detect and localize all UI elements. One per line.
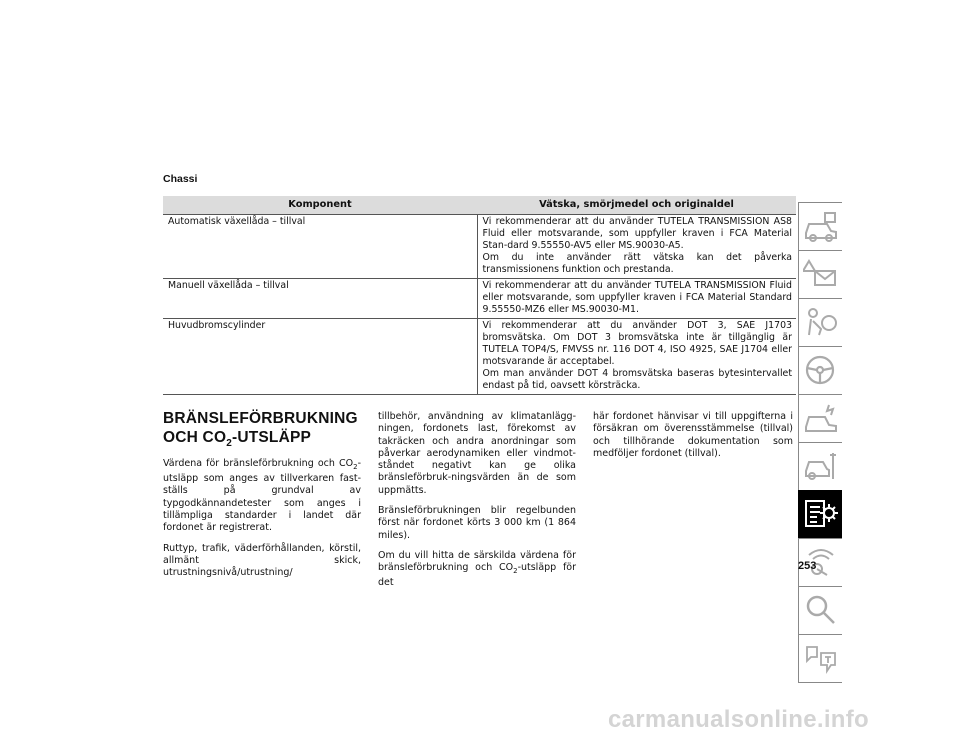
steering-wheel-icon — [803, 353, 839, 387]
spec-text: Om man använder DOT 4 bromsvätska baseras bytesintervallet endast på tid, oavsett körsträcka. — [482, 368, 792, 391]
paragraph: Värdena för bränsleförbrukning och $CO_2$-utsläpp som anges av tillverkaren fast-ställs på grundval av typgodkännandetester som anges i tillämpliga standarder i landet där fordonet är registrerat. — [163, 458, 361, 534]
spec-cell — [477, 279, 796, 319]
tab-car-service[interactable] — [798, 442, 842, 490]
tab-search[interactable] — [798, 586, 842, 634]
text-column-2 — [378, 411, 576, 598]
mail-warning-icon — [803, 257, 839, 291]
table-header-row — [163, 196, 796, 215]
tab-airbag[interactable] — [798, 298, 842, 346]
text-column-1 — [163, 458, 361, 588]
tab-steering[interactable] — [798, 346, 842, 394]
component-cell: Huvudbromscylinder — [163, 319, 477, 395]
tab-car-info[interactable] — [798, 202, 842, 250]
search-icon — [803, 593, 839, 627]
tab-language[interactable] — [798, 634, 842, 682]
paragraph: tillbehör, användning av klimatanlägg-ningen, fordonets last, förekomst av takräcken och andra anordningar som påverkar aerodynamiken eller vindmot-ståndet negativt kan ge olika bränsleförbruk-ningsvärden än de som uppmätts. — [378, 411, 576, 496]
crash-icon — [803, 401, 839, 435]
table-row — [163, 279, 796, 319]
text-column-3 — [593, 411, 793, 468]
page-number: 253 — [798, 560, 817, 572]
component-cell: Manuell växellåda – tillval — [163, 279, 477, 319]
spec-text: Vi rekommenderar att du använder DOT 3, SAE J1703 bromsvätska. Om DOT 3 bromsvätska inte är tillgänglig är TUTELA TOP4/S, FMVSS nr. 116 DOT 4, ISO 4925, SAE J1704 eller motsvarande är acceptabel. — [482, 320, 792, 367]
table-header: Vätska, smörjmedel och originaldel — [477, 196, 796, 215]
section-title: Chassi — [163, 173, 198, 185]
table-row — [163, 215, 796, 279]
tab-mail-warning[interactable] — [798, 250, 842, 298]
tab-specs[interactable] — [798, 490, 842, 538]
paragraph: Ruttyp, trafik, väderförhållanden, körstil, allmänt skick, utrustningsnivå/utrustning/ — [163, 542, 361, 579]
specs-gear-icon — [803, 497, 839, 531]
table-row — [163, 319, 796, 395]
paragraph: Om du vill hitta de särskilda värdena för bränsleförbrukning och $CO_2$-utsläpp för det — [378, 549, 577, 589]
car-wrench-icon — [803, 449, 839, 483]
tab-crash[interactable] — [798, 394, 842, 442]
paragraph: Bränsleförbrukningen blir regelbunden först när fordonet körts 3 000 km (1 864 miles). — [378, 505, 576, 541]
spec-cell — [477, 319, 796, 395]
section-heading — [163, 409, 368, 453]
chassi-table — [163, 196, 796, 395]
spec-text: Vi rekommenderar att du använder TUTELA TRANSMISSION Fluid eller motsvarande, som uppfyller kraven i FCA Material Standard 9.55550-MZ6 eller MS.90030-M1. — [482, 280, 792, 315]
car-info-icon — [803, 209, 839, 243]
heading-line2: OCH $CO_2$-UTSLÄPP — [163, 429, 312, 450]
component-cell: Automatisk växellåda – tillval — [163, 215, 477, 279]
table-header: Komponent — [163, 196, 477, 215]
language-icon — [803, 641, 839, 675]
spec-cell — [477, 215, 796, 279]
airbag-icon — [803, 305, 839, 339]
chapter-tabs — [798, 202, 842, 683]
heading-line1: BRÄNSLEFÖRBRUKNING — [163, 410, 358, 427]
paragraph: här fordonet hänvisar vi till uppgifterna i försäkran om överensstämmelse (tillval) och tillhörande dokumentation som medföljer fordonet (tillval). — [593, 411, 793, 459]
spec-text: Om du inte använder rätt vätska kan det påverka transmissionens funktion och prestanda. — [482, 252, 792, 275]
watermark: carmanualsonline.info — [608, 706, 870, 733]
spec-text: Vi rekommenderar att du använder TUTELA TRANSMISSION AS8 Fluid eller motsvarande, som uppfyller kraven i FCA Material Stan-dard 9.55550-AV5 eller MS.90030-A5. — [482, 216, 792, 251]
tab-divider — [798, 682, 842, 683]
